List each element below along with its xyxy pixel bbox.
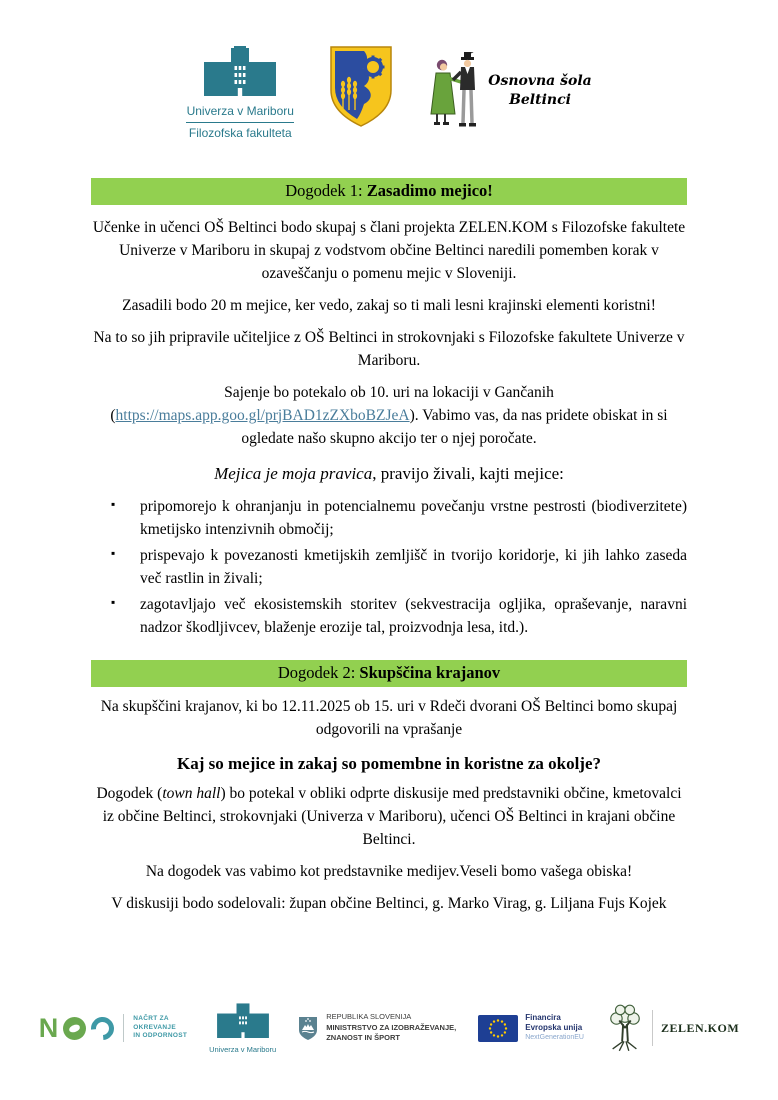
noo-logo — [39, 1014, 187, 1042]
noo-label-line3: IN ODPORNOST — [133, 1032, 188, 1040]
zelenkom-divider — [652, 1010, 653, 1046]
event2-question: Kaj so mejice in zakaj so pomembne in koristne za okolje? — [176, 753, 602, 773]
um-footer-label: Univerza v Mariboru — [209, 1045, 277, 1054]
noo-label-line2: OKREVANJE — [133, 1023, 176, 1031]
ministry-label — [326, 1012, 456, 1044]
event2-paragraph-1: Na skupščini krajanov, ki bo 12.11.2025 ob 15. uri v Rdeči dvorani OŠ Beltinci bomo skupaj odgovorili na vprašanje — [100, 698, 678, 738]
ministry-line1: REPUBLIKA SLOVENIJA — [326, 1012, 412, 1022]
noo-slovenia-circle-icon — [63, 1017, 86, 1040]
beltinci-coat-of-arms — [330, 46, 392, 128]
um-logo-name: Univerza v Mariboru — [186, 104, 294, 118]
event1-banner — [91, 178, 687, 205]
event1-p4-after: ). Vabimo vas, da nas pridete obiskat in si ogledate našo skupno akcijo ter o njej poročate. — [241, 406, 668, 447]
ministry-line2: MINISTRSTVO ZA IZOBRAŽEVANJE, — [326, 1022, 457, 1032]
zelenkom-label: ZELEN.KOM — [661, 1020, 740, 1035]
event1-p4-before: Sajenje bo potekalo ob 10. uri na lokaciji v Gančanih ( — [110, 383, 554, 424]
benefit-item-2: ▪ prispevajo k povezanosti kmetijskih zemljišč in tvorijo koridorje, ki jih lahko zaseda več rastlin in živali; — [109, 545, 687, 591]
univerza-maribor-ff-logo — [186, 46, 294, 140]
event2-banner — [91, 660, 687, 687]
um-logo-divider — [186, 122, 294, 123]
benefit-item-3: ▪ zagotavljajo več ekosistemskih storitev (sekvestracija ogljika, opraševanje, naravni nadzor škodljivcev, blaženje erozije tal, proizvodnja lesa, itd.). — [109, 594, 687, 640]
lead-italic-part: Mejica je moja pravica — [214, 464, 373, 484]
os-beltinci-figures-icon — [428, 52, 480, 130]
noo-label-line1: NAČRT ZA — [133, 1014, 169, 1022]
zelenkom-logo — [606, 1003, 739, 1053]
event1-paragraph-2: Zasadili bodo 20 m mejice, ker vedo, zakaj so ti mali lesni krajinski elementi koristni! — [122, 296, 656, 314]
noo-label — [133, 1015, 187, 1041]
os-beltinci-line2: Beltinci — [509, 92, 571, 108]
header-logo-row — [0, 0, 778, 140]
os-beltinci-logo — [428, 52, 591, 130]
zelenkom-tree-icon — [606, 1003, 644, 1053]
noo-divider — [123, 1014, 124, 1042]
event2-paragraph-4: V diskusiji bodo sodelovali: župan občine Beltinci, g. Marko Virag, g. Liljana Fujs Kojek — [111, 894, 667, 912]
ministry-line3: ZNANOST IN ŠPORT — [326, 1033, 400, 1043]
event1-paragraph-1: Učenke in učenci OŠ Beltinci bodo skupaj s člani projekta ZELEN.KOM s Filozofske fakultete Univerze v Mariboru in skupaj z vodstvom občine Beltinci naredili pomemben korak v ozaveščanju o pomenu mejic v Sloveniji. — [92, 219, 686, 282]
slovenia-coat-of-arms-icon — [298, 1016, 318, 1041]
ministry-logo — [298, 1012, 456, 1044]
footer-logo-row — [0, 1002, 778, 1054]
event2-p2-before: Dogodek ( — [96, 784, 163, 802]
benefit-item-1: ▪ pripomorejo k ohranjanju in potencialnemu povečanju vrstne pestrosti (biodiverzitete) kmetijsko intenzivnih območij; — [109, 496, 687, 542]
event1-paragraph-3: Na to so jih pripravile učiteljice z OŠ Beltinci in strokovnjaki s Filozofske fakultete Univerze v Mariboru. — [93, 328, 685, 369]
os-beltinci-logo-text — [488, 72, 591, 110]
eu-flag-icon — [478, 1015, 518, 1042]
event2-paragraph-3: Na dogodek vas vabimo kot predstavnike medijev.Veseli bomo vašega obiska! — [145, 862, 633, 880]
um-logo-faculty: Filozofska fakulteta — [188, 126, 292, 140]
event2-banner-prefix: Dogodek 2: — [277, 663, 360, 683]
event1-banner-prefix: Dogodek 1: — [285, 181, 367, 200]
eu-label — [525, 1013, 584, 1043]
um-footer-building-icon — [215, 1002, 271, 1038]
event2-p2-after: ) bo potekal v obliki odprte diskusije med predstavniki občine, kmetovalci iz občine Beltinci, strokovnjaki (Univerza v Mariboru), učenci OŠ Beltinci in krajani občine Beltinci. — [102, 784, 682, 848]
maps-link[interactable]: https://maps.app.goo.gl/prjBAD1zZXboBZJeA — [115, 406, 410, 424]
document-body — [0, 178, 778, 916]
eu-funding-logo — [478, 1013, 584, 1043]
noo-open-circle-icon — [87, 1012, 119, 1044]
event2-paragraph-2 — [91, 783, 687, 852]
eu-line3: NextGenerationEU — [525, 1034, 584, 1042]
noo-letter-n: N — [38, 1012, 59, 1043]
eu-line1: Financira — [525, 1013, 561, 1023]
event1-banner-title: Zasadimo mejico! — [366, 181, 493, 200]
univerza-maribor-footer-logo — [209, 1002, 276, 1054]
lead-rest-part: , pravijo živali, kajti mejice: — [372, 464, 564, 484]
benefits-list — [109, 496, 687, 640]
um-building-icon — [204, 46, 276, 96]
event1-paragraph-4 — [91, 382, 687, 451]
os-beltinci-line1: Osnovna šola — [488, 73, 592, 90]
eu-line2: Evropska unija — [525, 1023, 583, 1033]
event2-banner-title: Skupščina krajanov — [359, 663, 501, 683]
event2-p2-italic: town hall — [162, 784, 221, 802]
event1-lead-line — [91, 464, 687, 484]
